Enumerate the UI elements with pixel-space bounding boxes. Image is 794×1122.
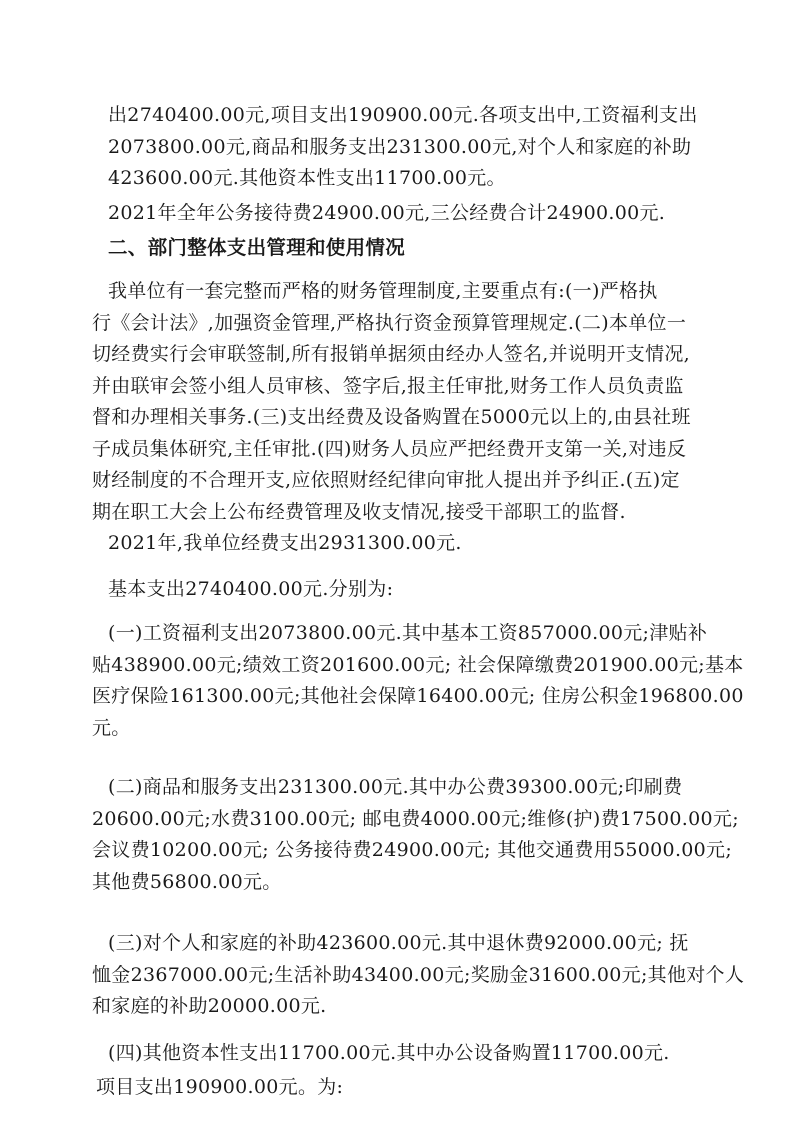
paragraph-expense-summary: [108, 100, 712, 195]
text-line: 督和办理相关事务.(三)支出经费及设备购置在5000元以上的,由县社班: [92, 406, 691, 428]
text-line: (一)工资福利支出2073800.00元.其中基本工资857000.00元;津贴补: [108, 622, 708, 644]
text-line: 我单位有一套完整而严格的财务管理制度,主要重点有:(一)严格执: [108, 280, 658, 302]
paragraph-management-system: [92, 276, 722, 528]
text-line: 期在职工大会上公布经费管理及收支情况,接受干部职工的监督.: [92, 500, 626, 523]
text-line: 医疗保险161300.00元;其他社会保障16400.00元; 住房公积金196800.00: [92, 685, 744, 707]
paragraph-capital-expense: [108, 1038, 712, 1070]
text-line: 2021年,我单位经费支出2931300.00元.: [108, 532, 462, 554]
paragraph-basic-expense: [108, 574, 712, 606]
text-line: 2073800.00元,商品和服务支出231300.00元,对个人和家庭的补助: [108, 135, 692, 158]
text-line: 元。: [92, 716, 131, 739]
text-line: 423600.00元.其他资本性支出11700.00元。: [108, 167, 506, 189]
text-line: 贴438900.00元;绩效工资201600.00元; 社会保障缴费201900.00元;基本: [92, 653, 744, 676]
text-line: (二)商品和服务支出231300.00元.其中办公费39300.00元;印刷费: [108, 776, 683, 798]
text-line: 子成员集体研究,主任审批.(四)财务人员应严把经费开支第一关,对违反: [92, 437, 687, 460]
text-line: (四)其他资本性支出11700.00元.其中办公设备购置11700.00元.: [108, 1042, 670, 1064]
text-line: 财经制度的不合理开支,应依照财经纪律向审批人提出并予纠正.(五)定: [92, 469, 680, 491]
text-line: 会议费10200.00元; 公务接待费24900.00元; 其他交通费用55000.00元;: [92, 839, 733, 861]
text-line: 行《会计法》,加强资金管理,严格执行资金预算管理规定.(二)本单位一: [92, 311, 687, 334]
text-line: 项目支出190900.00元。为:: [96, 1076, 344, 1098]
text-line: 并由联审会签小组人员审核、签字后,报主任审批,财务工作人员负责监: [92, 374, 684, 397]
text-line: 20600.00元;水费3100.00元; 邮电费4000.00元;维修(护)费17500.00元;: [92, 807, 739, 830]
paragraph-total-expense: [108, 528, 712, 560]
text-line: 基本支出2740400.00元.分别为:: [108, 578, 394, 600]
paragraph-project-expense: [96, 1072, 700, 1104]
text-line: 恤金2367000.00元;生活补助43400.00元;奖励金31600.00元;其他对个人: [92, 963, 745, 986]
section-heading: [108, 232, 712, 264]
paragraph-personal-subsidy: [92, 928, 745, 1023]
paragraph-wage-welfare: [92, 618, 744, 744]
paragraph-goods-services: [92, 772, 739, 898]
text-line: 切经费实行会审联签制,所有报销单据须由经办人签名,并说明开支情况,: [92, 343, 691, 365]
text-line: 其他费56800.00元。: [92, 870, 282, 893]
paragraph-reception-fee: [108, 198, 712, 230]
text-line: 2021年全年公务接待费24900.00元,三公经费合计24900.00元.: [108, 202, 666, 224]
text-line: (三)对个人和家庭的补助423600.00元.其中退休费92000.00元; 抚: [108, 932, 689, 954]
text-line: 和家庭的补助20000.00元.: [92, 995, 327, 1017]
heading-text: 二、部门整体支出管理和使用情况: [108, 236, 406, 259]
text-line: 出2740400.00元,项目支出190900.00元.各项支出中,工资福利支出: [108, 104, 698, 126]
